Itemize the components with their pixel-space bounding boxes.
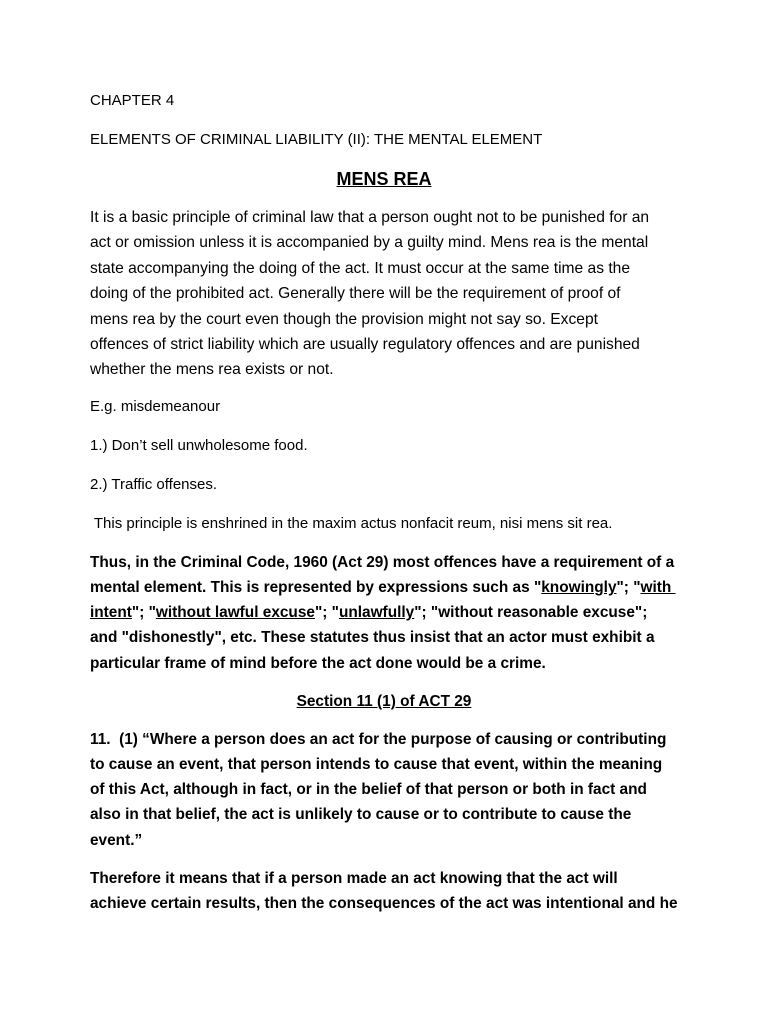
keyword-unlawfully: unlawfully — [338, 604, 415, 622]
code-line — [90, 575, 678, 600]
intro-line: offences of strict liability which are usually regulatory offences and are punished — [90, 336, 640, 354]
quote-line: to cause an event, that person intends to cause that event, within the meaning — [90, 756, 663, 774]
code-text: "; "without reasonable excuse"; — [414, 604, 648, 622]
keyword-knowingly: knowingly — [541, 579, 617, 597]
intro-line: state accompanying the doing of the act. It must occur at the same time as the — [90, 259, 631, 277]
keyword-without-lawful-excuse: without lawful excuse — [155, 604, 315, 622]
code-line — [90, 600, 678, 625]
quote-line: event.” — [90, 831, 143, 849]
code-text: "; " — [314, 604, 339, 622]
code-line: and "dishonestly", etc. These statutes thus insist that an actor must exhibit a — [90, 629, 655, 647]
quote-line: of this Act, although in fact, or in the belief of that person or both in fact and — [90, 781, 647, 799]
intro-line: mens rea by the court even though the provision might not say so. Except — [90, 310, 598, 328]
quote-line: also in that belief, the act is unlikely to cause or to contribute to cause the — [90, 806, 632, 824]
conclusion-line: Therefore it means that if a person made an act knowing that the act will — [90, 869, 618, 887]
intro-paragraph — [90, 205, 678, 383]
keyword-with-intent-part2: intent — [90, 604, 132, 622]
chapter-title: ELEMENTS OF CRIMINAL LIABILITY (II): THE MENTAL ELEMENT — [90, 131, 543, 148]
conclusion-line: achieve certain results, then the consequences of the act was intentional and he — [90, 895, 678, 913]
chapter-label: CHAPTER 4 — [90, 92, 175, 109]
section-title: MENS REA — [336, 169, 432, 189]
example-item: 2.) Traffic offenses. — [90, 475, 218, 493]
example-item: 1.) Don’t sell unwholesome food. — [90, 436, 308, 454]
example-label: E.g. misdemeanour — [90, 397, 221, 415]
intro-line: doing of the prohibited act. Generally there will be the requirement of proof of — [90, 285, 621, 303]
code-text: "; " — [131, 604, 156, 622]
code-text: "; " — [616, 579, 641, 597]
keyword-with-intent-part1: with — [640, 579, 676, 597]
intro-line: whether the mens rea exists or not. — [90, 361, 334, 379]
maxim-paragraph: This principle is enshrined in the maxim actus nonfacit reum, nisi mens sit rea. — [90, 514, 613, 532]
section-heading: Section 11 (1) of ACT 29 — [296, 692, 472, 710]
criminal-code-paragraph — [90, 550, 678, 676]
statute-quote — [90, 727, 678, 853]
code-line: Thus, in the Criminal Code, 1960 (Act 29) most offences have a requirement of a — [90, 553, 675, 571]
code-text: mental element. This is represented by expressions such as " — [90, 579, 542, 597]
intro-line: It is a basic principle of criminal law that a person ought not to be punished for an — [90, 209, 650, 226]
code-line: particular frame of mind before the act done would be a crime. — [90, 654, 546, 672]
document-page — [90, 88, 678, 929]
conclusion-paragraph — [90, 866, 678, 916]
intro-line: act or omission unless it is accompanied by a guilty mind. Mens rea is the mental — [90, 234, 649, 252]
quote-line: 11. (1) “Where a person does an act for the purpose of causing or contributing — [90, 730, 667, 748]
